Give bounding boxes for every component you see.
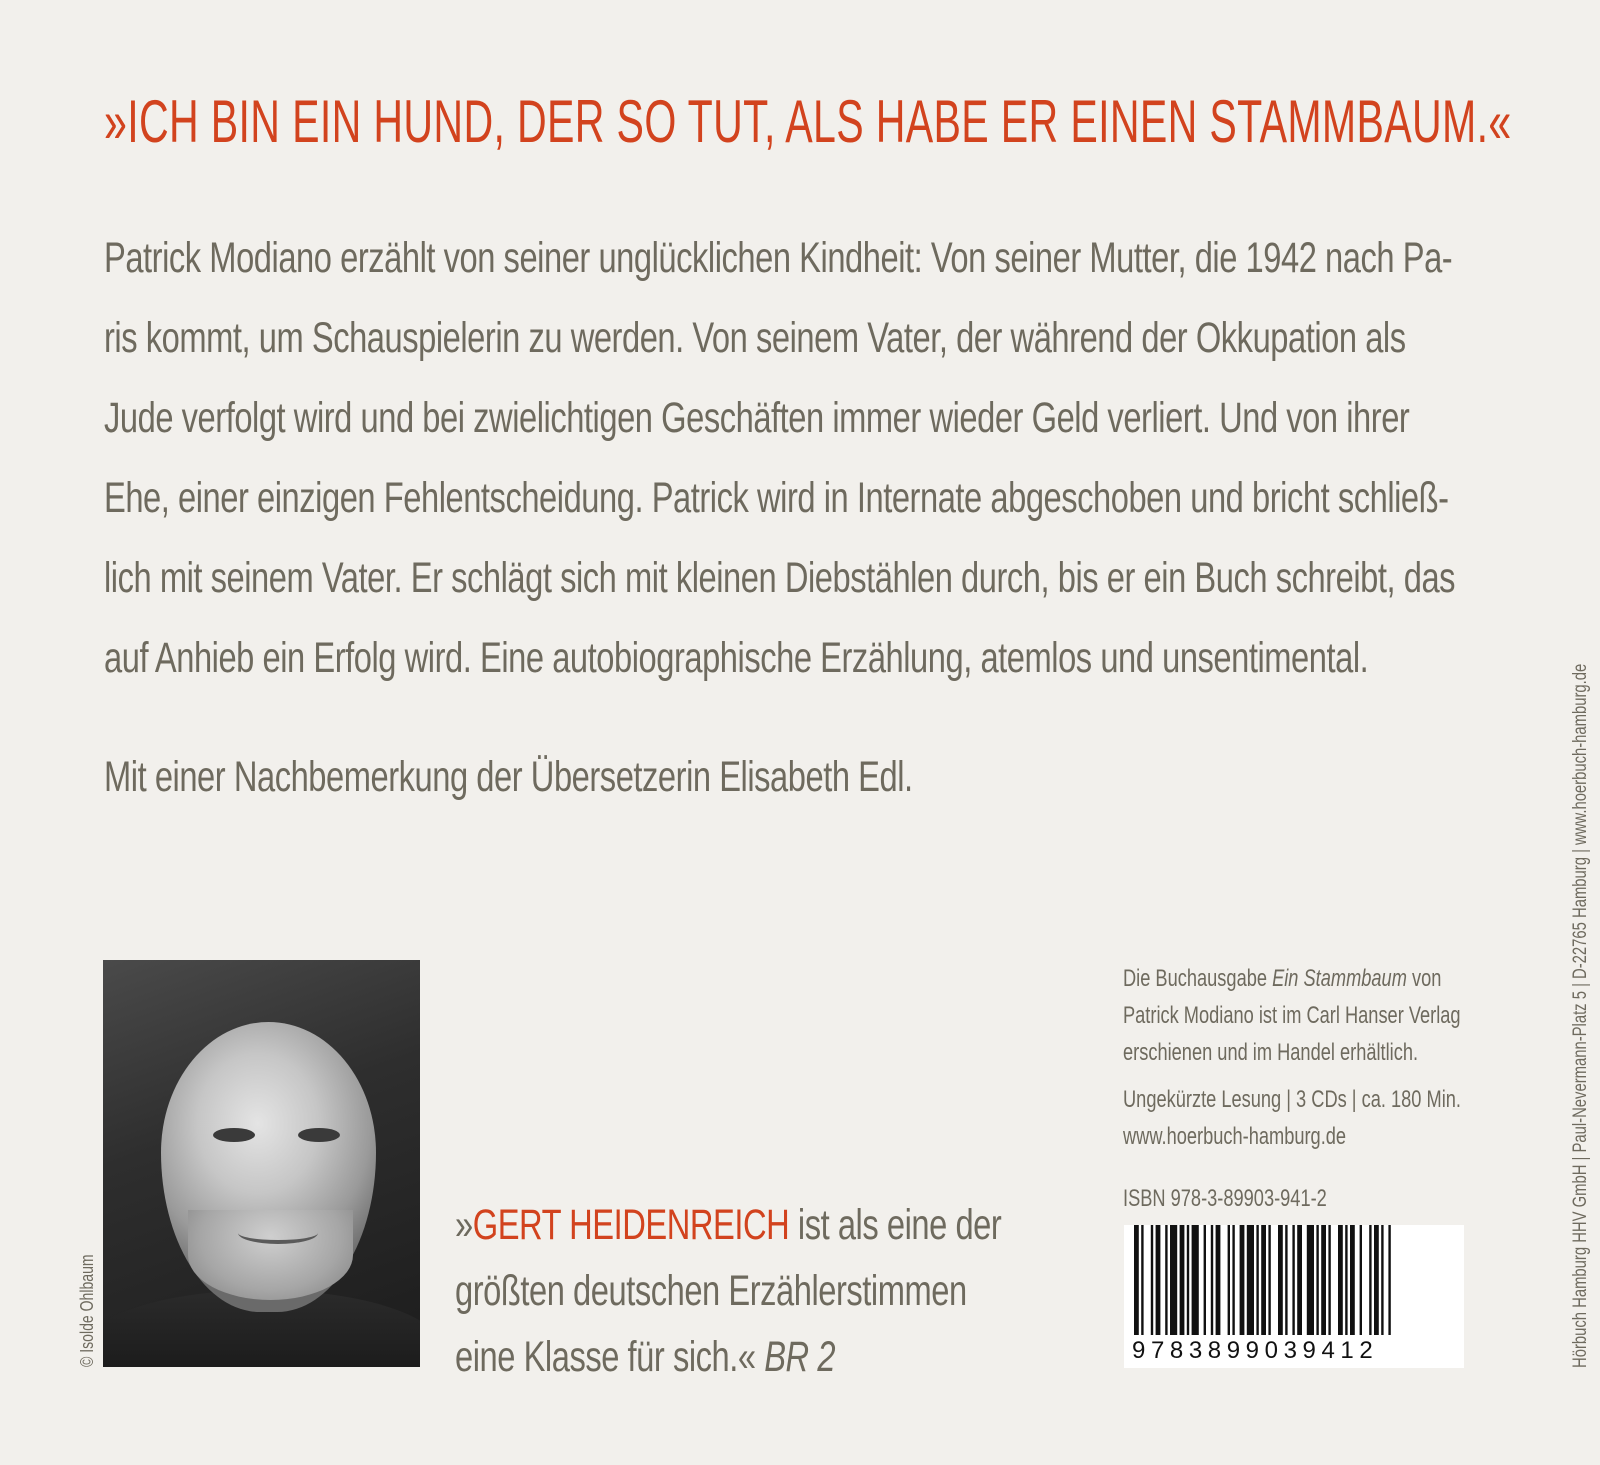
barcode-bar (1228, 1225, 1230, 1335)
quote-line (455, 1192, 1001, 1258)
barcode-bar (1360, 1225, 1362, 1335)
barcode-bar (1247, 1225, 1254, 1335)
barcode-bar (1192, 1225, 1199, 1335)
blurb-line: lich mit seinem Vater. Er schlägt sich mit kleinen Diebstählen durch, bis er ein Buch schreibt, das (104, 554, 1456, 602)
blurb-line: Jude verfolgt wird und bei zwielichtigen Geschäften immer wieder Geld verliert. Und von ihrer (104, 394, 1410, 442)
quote-line-1-rest: ist als eine der (789, 1201, 1002, 1249)
info-line: Patrick Modiano ist im Carl Hanser Verlag (1123, 1002, 1461, 1029)
barcode-bar (1292, 1225, 1294, 1335)
publisher-imprint: Hörbuch Hamburg HHV GmbH | Paul-Nevermann-Platz 5 | D-22765 Hamburg | www.hoerbuch-hamburg.de (1570, 663, 1591, 1368)
barcode-bar (1240, 1225, 1245, 1335)
barcode-bar (1316, 1225, 1318, 1335)
headline-quote: »ICH BIN EIN HUND, DER SO TUT, ALS HABE ER EINEN STAMMBAUM.« (104, 88, 1512, 155)
barcode-bar (1328, 1225, 1330, 1335)
barcode-bar (1321, 1225, 1326, 1335)
edition-info (1123, 960, 1568, 1217)
barcode-bar (1350, 1225, 1355, 1335)
barcode-bar (1204, 1225, 1206, 1335)
barcode-bar (1345, 1225, 1347, 1335)
barcode-bar (1170, 1225, 1177, 1335)
quote-line (455, 1324, 1001, 1390)
website-link[interactable]: www.hoerbuch-hamburg.de (1123, 1123, 1347, 1150)
info-line: erschienen und im Handel erhältlich. (1123, 1039, 1419, 1066)
book-title: Ein Stammbaum (1272, 965, 1407, 992)
barcode-bars (1124, 1225, 1464, 1337)
barcode-bar (1268, 1225, 1270, 1335)
barcode-bar (1381, 1225, 1383, 1335)
blurb-text (104, 218, 1499, 698)
barcode-bar (1307, 1225, 1314, 1335)
barcode-bar (1141, 1225, 1143, 1335)
barcode-bar (1256, 1225, 1258, 1335)
isbn: ISBN 978-3-89903-941-2 (1123, 1185, 1327, 1212)
blurb-line: ris kommt, um Schauspielerin zu werden. Von seinem Vater, der während der Okkupation als (104, 314, 1406, 362)
barcode-bar (1151, 1225, 1153, 1335)
portrait-eye (298, 1128, 340, 1142)
narrator-portrait-photo (103, 960, 420, 1367)
blurb-line: Patrick Modiano erzählt von seiner unglücklichen Kindheit: Von seiner Mutter, die 1942 nach Pa- (104, 234, 1453, 282)
quote-line-3-text: eine Klasse für sich.« (455, 1333, 765, 1381)
barcode-bar (1338, 1225, 1343, 1335)
photo-credit: © Isolde Ohlbaum (77, 1254, 97, 1367)
barcode-digits: 9783899039412 (1132, 1337, 1379, 1364)
barcode-bar (1374, 1225, 1379, 1335)
barcode-bar (1285, 1225, 1287, 1335)
info-line-1-pre: Die Buchausgabe (1123, 965, 1273, 992)
barcode-bar (1216, 1225, 1221, 1335)
barcode-bar (1180, 1225, 1185, 1335)
barcode-bar (1211, 1225, 1213, 1335)
barcode-bar (1156, 1225, 1161, 1335)
barcode (1124, 1225, 1464, 1368)
info-line (1123, 960, 1461, 997)
info-line: Ungekürzte Lesung | 3 CDs | ca. 180 Min. (1123, 1086, 1461, 1113)
translator-note: Mit einer Nachbemerkung der Übersetzerin Elisabeth Edl. (104, 753, 913, 801)
narrator-name: GERT HEIDENREICH (472, 1201, 790, 1249)
barcode-bar (1187, 1225, 1189, 1335)
barcode-bar (1278, 1225, 1283, 1335)
barcode-bar (1388, 1225, 1390, 1335)
quote-line: größten deutschen Erzählerstimmen (455, 1267, 967, 1315)
barcode-bar (1261, 1225, 1266, 1335)
quote-source: BR 2 (764, 1333, 836, 1381)
barcode-bar (1134, 1225, 1139, 1335)
portrait-eye (213, 1128, 255, 1142)
blurb-line: auf Anhieb ein Erfolg wird. Eine autobiographische Erzählung, atemlos und unsentimental. (104, 634, 1369, 682)
portrait-mouth (238, 1222, 318, 1244)
barcode-bar (1232, 1225, 1234, 1335)
info-line-1-post: von (1406, 965, 1442, 992)
blurb-line: Ehe, einer einzigen Fehlentscheidung. Patrick wird in Internate abgeschoben und bricht schließ- (104, 474, 1449, 522)
barcode-bar (1369, 1225, 1371, 1335)
barcode-bar (1165, 1225, 1167, 1335)
narrator-quote (455, 1192, 1174, 1390)
quote-open-mark: » (455, 1201, 473, 1249)
barcode-bar (1297, 1225, 1302, 1335)
